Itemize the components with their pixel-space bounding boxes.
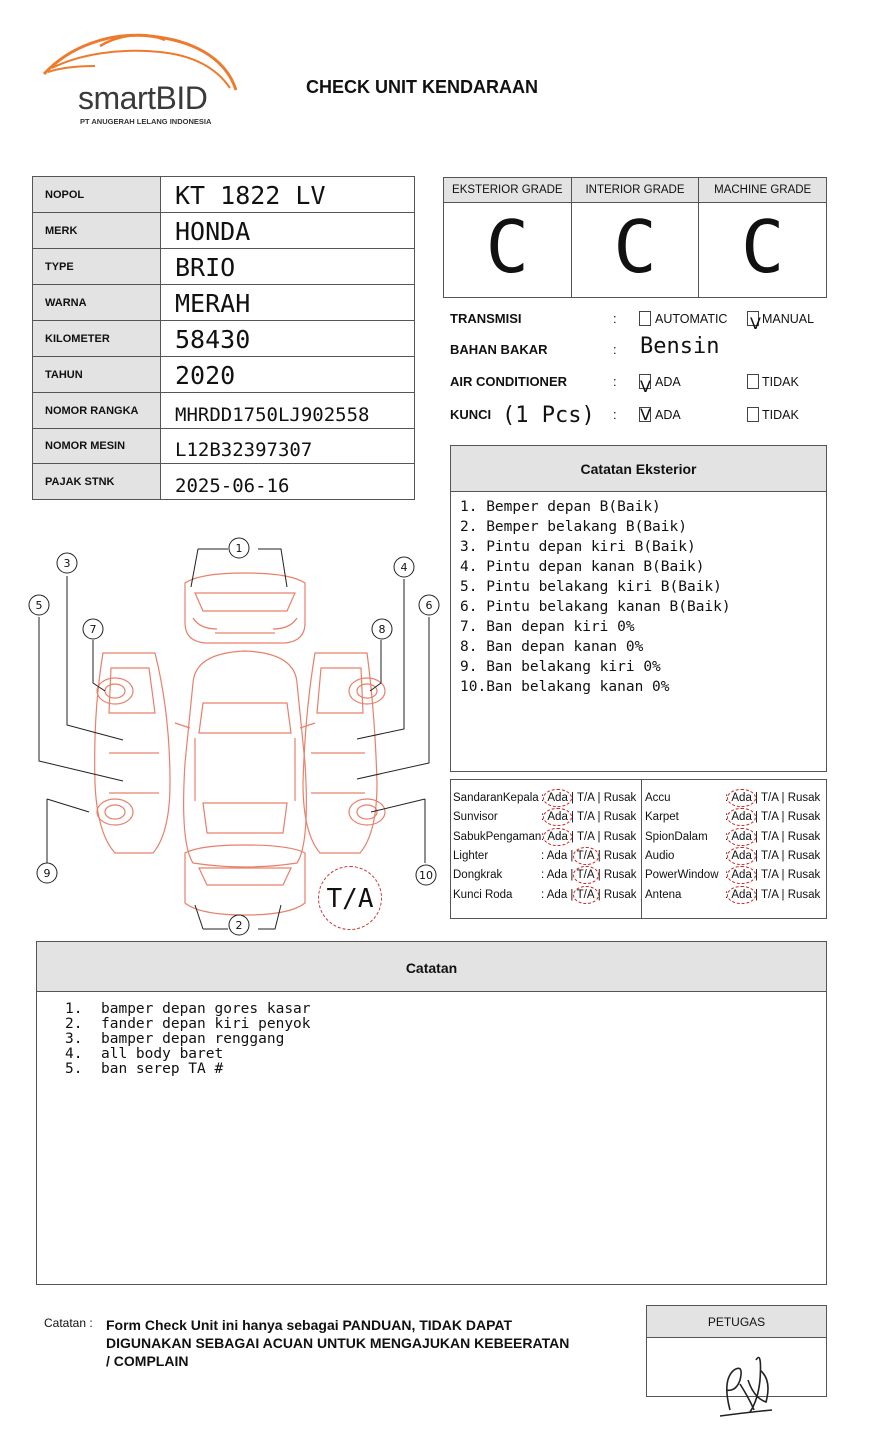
option-ada: Ada <box>731 792 752 804</box>
option-separator: | <box>751 811 762 824</box>
option-ta: T/A <box>761 849 779 862</box>
option-separator: | <box>778 792 788 804</box>
option-separator: | <box>594 849 604 862</box>
option-separator: | <box>594 792 604 804</box>
mesin-label: NOMOR MESIN <box>33 429 161 464</box>
note-item <box>65 1032 826 1047</box>
note-number: 1. <box>65 1001 83 1017</box>
notes-list <box>37 992 826 1077</box>
kilometer-label: KILOMETER <box>33 321 161 357</box>
kunci-tidak-label: TIDAK <box>762 408 799 422</box>
exterior-note-item: 6. Pintu belakang kanan B(Baik) <box>460 599 731 615</box>
note-text: all body baret <box>101 1046 224 1062</box>
accessory-colon: : <box>541 888 547 901</box>
kunci-ada-label: ADA <box>655 408 681 422</box>
option-ta: T/A <box>576 869 595 882</box>
accessory-name: Audio <box>645 849 675 862</box>
option-ta: T/A <box>576 849 595 862</box>
option-ada: Ada <box>547 811 568 824</box>
note-text: ban serep TA # <box>101 1061 224 1077</box>
accessories-panel <box>450 779 827 919</box>
note-text: bamper depan gores kasar <box>101 1001 311 1017</box>
leader-lines <box>39 549 429 929</box>
kunci-ada-tick: V <box>640 405 651 424</box>
option-separator: | <box>751 849 762 862</box>
interior-grade-label: INTERIOR GRADE <box>572 178 699 203</box>
exterior-notes-panel <box>450 445 827 772</box>
marker-5: 5 <box>35 599 43 612</box>
tahun-label: TAHUN <box>33 357 161 393</box>
accessory-name: Dongkrak <box>453 869 503 882</box>
accessory-options <box>541 889 637 901</box>
exterior-note-item: 5. Pintu belakang kiri B(Baik) <box>460 579 722 595</box>
option-rusak: Rusak <box>787 830 821 843</box>
option-ada: Ada <box>731 869 752 882</box>
accessory-options <box>725 811 820 823</box>
accessories-divider <box>641 780 642 918</box>
accessory-colon: : <box>725 888 732 901</box>
accessory-colon: : <box>725 830 732 843</box>
option-separator: | <box>778 830 788 843</box>
option-rusak: Rusak <box>787 811 821 824</box>
note-text: bamper depan renggang <box>101 1031 285 1047</box>
notes-title: Catatan <box>37 942 826 992</box>
accessory-name: SabukPengaman <box>453 830 542 843</box>
transmisi-colon: : <box>613 311 617 326</box>
vehicle-info-table <box>32 176 415 500</box>
option-separator: | <box>751 888 762 901</box>
exterior-grade-value: C <box>485 205 530 289</box>
exterior-notes-list <box>451 492 826 697</box>
option-ada: Ada <box>546 869 568 882</box>
option-separator: | <box>594 811 604 824</box>
note-item <box>65 1047 826 1062</box>
logo-wordmark <box>78 80 207 117</box>
option-separator: | <box>751 830 762 843</box>
marker-circles <box>29 538 439 935</box>
option-separator: | <box>594 888 604 901</box>
option-rusak: Rusak <box>787 888 821 901</box>
option-rusak: Rusak <box>603 811 637 824</box>
merk-value: HONDA <box>161 213 415 249</box>
ac-label: AIR CONDITIONER <box>450 374 567 389</box>
footer-label: Catatan : <box>44 1316 93 1330</box>
option-rusak: Rusak <box>603 849 637 862</box>
note-item <box>65 1062 826 1077</box>
accessory-options <box>541 869 637 881</box>
option-separator: | <box>778 811 788 824</box>
officer-signature <box>700 1340 790 1420</box>
accessory-options <box>725 869 820 881</box>
pajak-value: 2025-06-16 <box>161 464 415 500</box>
option-ada: Ada <box>547 830 568 843</box>
accessory-options <box>541 811 636 823</box>
marker-2: 2 <box>235 919 243 932</box>
accessory-colon: : <box>725 792 732 804</box>
accessory-colon: : <box>541 830 548 843</box>
accessory-options <box>725 889 820 901</box>
accessory-options <box>541 850 637 862</box>
option-rusak: Rusak <box>787 792 821 804</box>
exterior-note-item: 4. Pintu depan kanan B(Baik) <box>460 559 705 575</box>
marker-9: 9 <box>43 867 51 880</box>
option-ada: Ada <box>546 888 568 901</box>
tahun-value: 2020 <box>161 357 415 393</box>
option-rusak: Rusak <box>603 830 637 843</box>
accessory-colon: : <box>725 869 732 882</box>
option-ada: Ada <box>547 792 568 804</box>
machine-grade-label: MACHINE GRADE <box>699 178 826 203</box>
marker-1: 1 <box>235 542 243 555</box>
accessory-colon: : <box>725 849 732 862</box>
transmisi-manual-tick: V <box>750 314 761 333</box>
accessory-options <box>725 831 820 843</box>
accessory-colon: : <box>541 869 547 882</box>
accessory-name: SpionDalam <box>645 830 708 843</box>
option-ada: Ada <box>546 849 568 862</box>
interior-grade-value: C <box>613 205 657 289</box>
option-ada: Ada <box>731 888 752 901</box>
marker-10: 10 <box>419 869 433 882</box>
accessory-options <box>725 850 820 862</box>
exterior-grade-label: EKSTERIOR GRADE <box>444 178 571 203</box>
petugas-label: PETUGAS <box>647 1306 826 1338</box>
kunci-tidak-checkbox[interactable] <box>747 407 759 422</box>
note-number: 4. <box>65 1046 83 1062</box>
bahan-bakar-value: Bensin <box>640 334 720 359</box>
accessory-name: SandaranKepala <box>453 792 539 804</box>
machine-grade-value: C <box>741 205 785 289</box>
accessory-colon: : <box>541 792 548 804</box>
mesin-value: L12B32397307 <box>161 429 415 464</box>
accessory-name: Kunci Roda <box>453 888 513 901</box>
exterior-note-item: 7. Ban depan kiri 0% <box>460 619 635 635</box>
marker-7: 7 <box>89 623 97 636</box>
ac-tidak-checkbox[interactable] <box>747 374 759 389</box>
exterior-note-item: 3. Pintu depan kiri B(Baik) <box>460 539 696 555</box>
note-item <box>65 1017 826 1032</box>
option-ta: T/A <box>761 888 779 901</box>
accessory-name: Accu <box>645 792 671 804</box>
option-separator: | <box>594 869 604 882</box>
exterior-notes-title: Catatan Eksterior <box>451 446 826 492</box>
option-rusak: Rusak <box>603 869 637 882</box>
option-rusak: Rusak <box>787 869 821 882</box>
option-ta: T/A <box>761 792 779 804</box>
option-ada: Ada <box>731 830 752 843</box>
logo-company: PT ANUGERAH LELANG INDONESIA <box>80 117 212 126</box>
ac-ada-tick: V <box>640 377 651 396</box>
note-item <box>65 1002 826 1017</box>
footer-disclaimer: Form Check Unit ini hanya sebagai PANDUAN, TIDAK DAPAT DIGUNAKAN SEBAGAI ACUAN UNTUK MENGAJUKAN KEBEERATAN / COMPLAIN <box>106 1317 570 1369</box>
option-separator: | <box>751 869 762 882</box>
kilometer-value: 58430 <box>161 321 415 357</box>
marker-3: 3 <box>63 557 71 570</box>
nopol-label: NOPOL <box>33 177 161 213</box>
note-number: 5. <box>65 1061 83 1077</box>
logo-name: smartBID <box>78 80 208 116</box>
nopol-value: KT 1822 LV <box>161 177 415 213</box>
type-value: BRIO <box>161 249 415 285</box>
kunci-count: (1 Pcs) <box>502 403 595 428</box>
exterior-grade <box>444 178 572 297</box>
spare-tire-stamp: T/A <box>318 866 382 930</box>
kunci-colon: : <box>613 407 617 422</box>
car-damage-diagram <box>25 533 445 938</box>
accessory-colon: : <box>725 811 732 824</box>
option-rusak: Rusak <box>787 849 821 862</box>
car-outline <box>95 573 377 915</box>
accessory-options <box>725 792 820 804</box>
ac-colon: : <box>613 374 617 389</box>
marker-4: 4 <box>400 561 408 574</box>
option-rusak: Rusak <box>603 792 637 804</box>
accessory-name: Sunvisor <box>453 811 498 824</box>
option-separator: | <box>751 792 762 804</box>
note-number: 2. <box>65 1016 83 1032</box>
option-separator: | <box>567 869 577 882</box>
option-separator: | <box>567 849 577 862</box>
marker-8: 8 <box>378 623 386 636</box>
option-ta: T/A <box>577 792 595 804</box>
machine-grade <box>699 178 826 297</box>
option-separator: | <box>567 792 578 804</box>
page-title: CHECK UNIT KENDARAAN <box>306 77 538 97</box>
rangka-value: MHRDD1750LJ902558 <box>161 393 415 429</box>
accessory-name: Lighter <box>453 849 489 862</box>
transmisi-manual-label: MANUAL <box>762 312 815 326</box>
transmisi-automatic-label: AUTOMATIC <box>655 312 728 326</box>
option-rusak: Rusak <box>603 888 637 901</box>
option-ta: T/A <box>761 811 779 824</box>
accessory-name: Antena <box>645 888 682 901</box>
option-separator: | <box>778 849 788 862</box>
bahan-bakar-label: BAHAN BAKAR <box>450 342 548 357</box>
option-separator: | <box>778 869 788 882</box>
warna-label: WARNA <box>33 285 161 321</box>
option-ta: T/A <box>761 830 779 843</box>
kunci-label: KUNCI <box>450 407 492 422</box>
option-separator: | <box>594 830 604 843</box>
transmisi-automatic-checkbox[interactable] <box>639 311 651 326</box>
option-separator: | <box>778 888 788 901</box>
rangka-label: NOMOR RANGKA <box>33 393 161 429</box>
option-ta: T/A <box>761 869 779 882</box>
exterior-note-item: 9. Ban belakang kiri 0% <box>460 659 661 675</box>
accessory-colon: : <box>541 811 548 824</box>
exterior-note-item: 10.Ban belakang kanan 0% <box>460 679 670 695</box>
option-ada: Ada <box>731 849 752 862</box>
exterior-note-item: 2. Bemper belakang B(Baik) <box>460 519 687 535</box>
option-ta: T/A <box>576 888 595 901</box>
ac-tidak-label: TIDAK <box>762 375 799 389</box>
type-label: TYPE <box>33 249 161 285</box>
notes-panel <box>36 941 827 1285</box>
exterior-note-item: 8. Ban depan kanan 0% <box>460 639 644 655</box>
accessory-name: PowerWindow <box>645 869 719 882</box>
accessory-options <box>541 792 636 804</box>
note-text: fander depan kiri penyok <box>101 1016 311 1032</box>
accessory-name: Karpet <box>645 811 679 824</box>
marker-6: 6 <box>425 599 433 612</box>
option-ta: T/A <box>577 830 595 843</box>
option-separator: | <box>567 830 578 843</box>
accessory-colon: : <box>541 849 547 862</box>
transmisi-label: TRANSMISI <box>450 311 522 326</box>
pajak-label: PAJAK STNK <box>33 464 161 500</box>
option-ada: Ada <box>731 811 752 824</box>
note-number: 3. <box>65 1031 83 1047</box>
option-ta: T/A <box>577 811 595 824</box>
interior-grade <box>572 178 700 297</box>
accessory-options <box>541 831 636 843</box>
option-separator: | <box>567 811 578 824</box>
grades-box <box>443 177 827 298</box>
warna-value: MERAH <box>161 285 415 321</box>
exterior-note-item: 1. Bemper depan B(Baik) <box>460 499 661 515</box>
bahan-bakar-colon: : <box>613 342 617 357</box>
option-separator: | <box>567 888 577 901</box>
ac-ada-label: ADA <box>655 375 681 389</box>
merk-label: MERK <box>33 213 161 249</box>
